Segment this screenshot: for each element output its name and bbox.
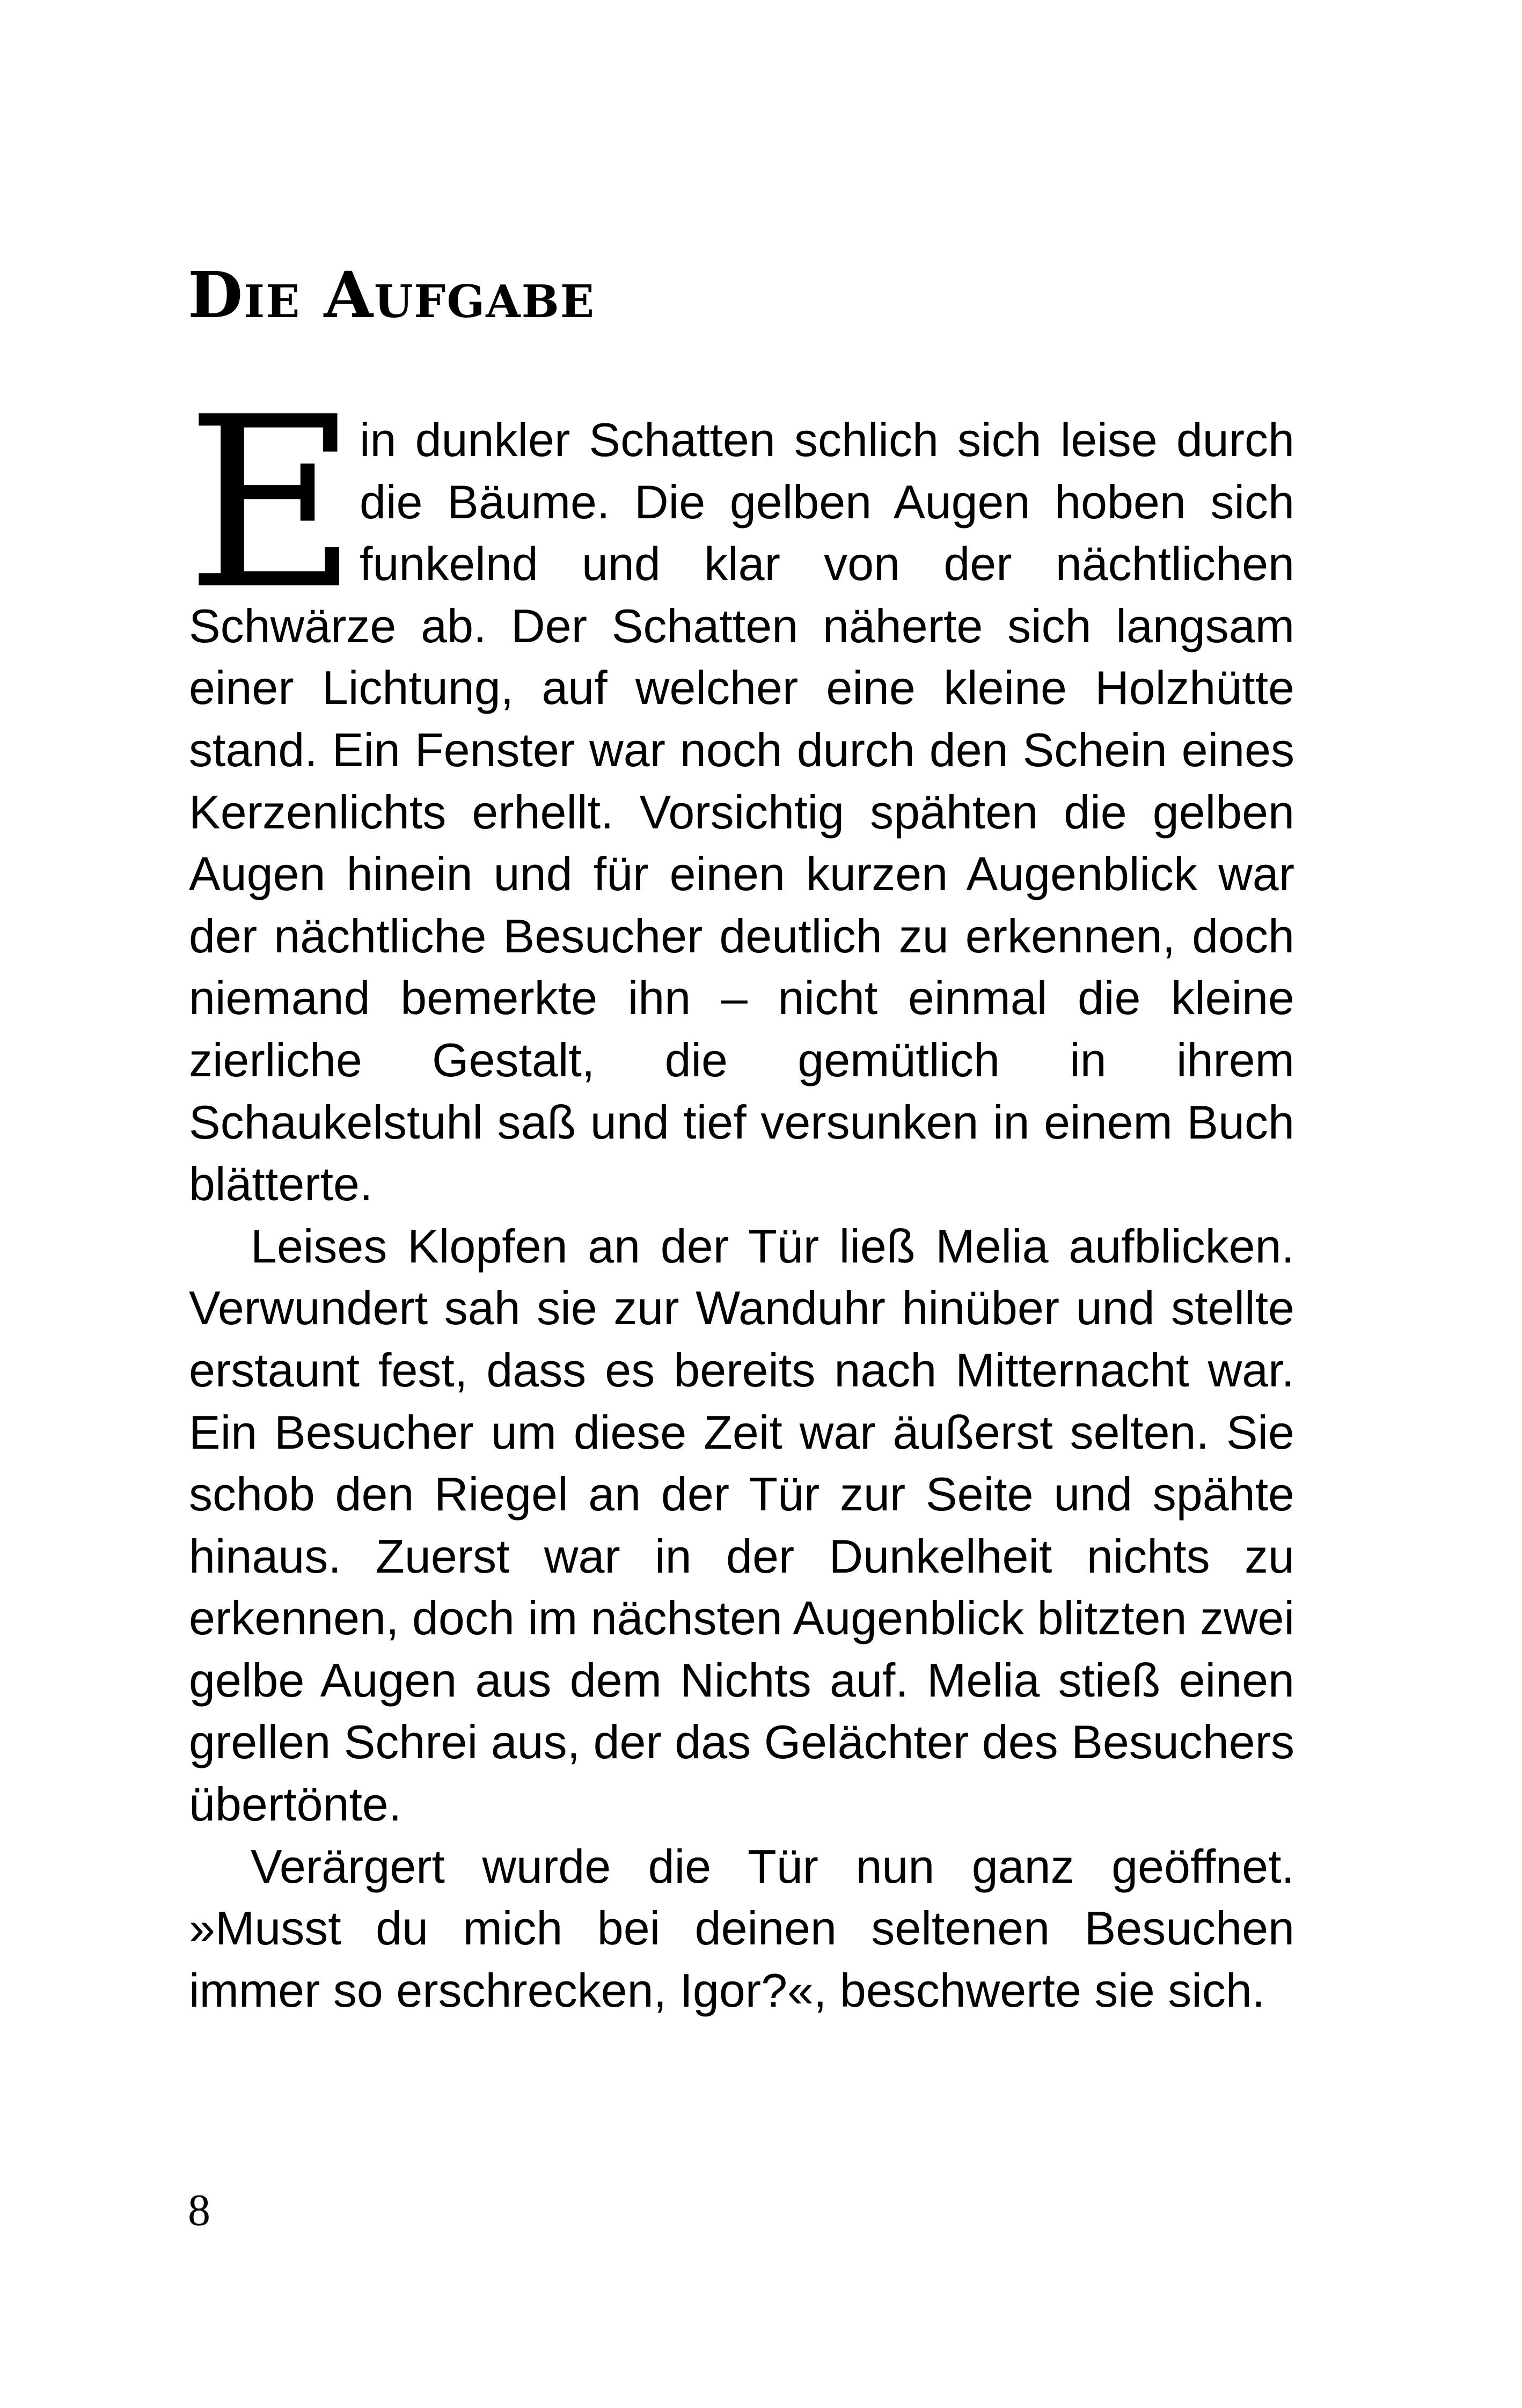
paragraph-1 bbox=[186, 366, 1294, 1215]
chapter-title: Die Aufgabe bbox=[188, 258, 596, 332]
paragraph-2: Leises Klopfen an der Tür ließ Melia aufblicken. Verwundert sah sie zur Wanduhr hinüber und stellte erstaunt fest, dass es bereits nach Mitternacht war. Ein Besucher um diese Zeit war äußerst selten. Sie schob den Riegel an der Tür zur Seite und spähte hinaus. Zuerst war in der Dunkelheit nichts zu erkennen, doch im nächsten Augenblick blitzten zwei gelbe Augen aus dem Nichts auf. Melia stieß einen grellen Schrei aus, der das Gelächter des Besuchers übertönte. bbox=[189, 1219, 1294, 1831]
body-text bbox=[186, 366, 1294, 2021]
paragraph-1-text: in dunkler Schatten schlich sich leise durch die Bäume. Die gelben Augen hoben sich funkelnd und klar von der nächtlichen Schwärze ab. Der Schatten näherte sich langsam einer Lichtung, auf welcher eine kleine Holzhütte stand. Ein Fenster war noch durch den Schein eines Kerzenlichts erhellt. Vorsichtig spähten die gelben Augen hinein und für einen kurzen Augenblick war der nächtliche Besucher deutlich zu erkennen, doch niemand bemerkte ihn – nicht einmal die kleine zierliche Gestalt, die gemütlich in ihrem Schaukelstuhl saß und tief versunken in einem Buch blätterte. bbox=[189, 413, 1294, 1211]
page-number: 8 bbox=[188, 2185, 210, 2235]
paragraph-3: Verärgert wurde die Tür nun ganz geöffnet. »Musst du mich bei deinen seltenen Besuchen immer so erschrecken, Igor?«, beschwerte sie sich. bbox=[189, 1839, 1294, 2017]
drop-cap: E bbox=[186, 366, 358, 641]
